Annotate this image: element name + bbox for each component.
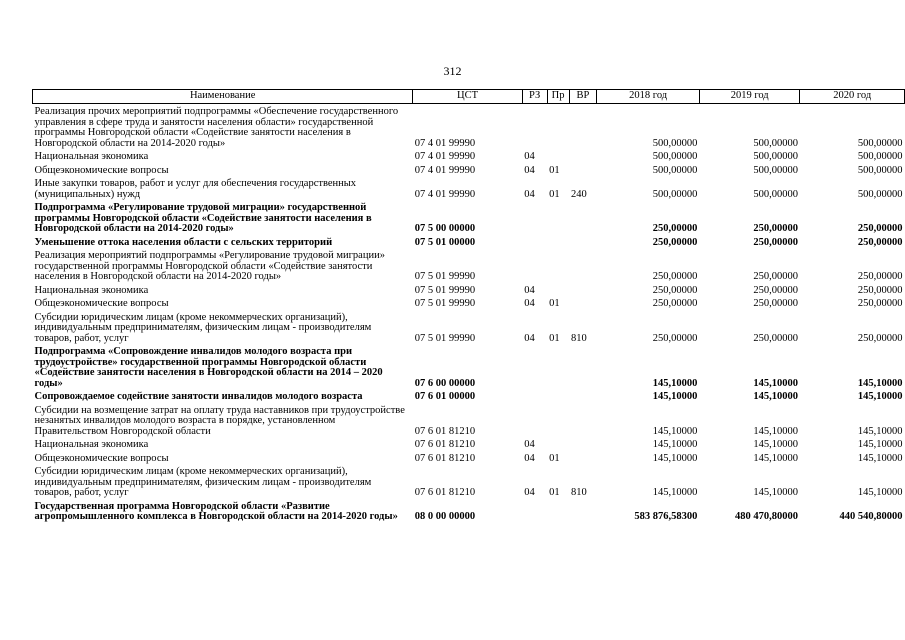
cell-y2019: 145,10000	[753, 452, 798, 464]
cell-rz: 04	[524, 164, 535, 176]
cell-name: Реализация прочих мероприятий подпрограммы «Обеспечение государственного управления в сфере труда и занятости населения области» государственной программы Новгородской области «Содействие занятости населения в Новгородской области на 2014-2020 годы»	[34, 106, 399, 149]
cell-name: Национальная экономика	[34, 439, 149, 450]
cell-y2020: 145,10000	[857, 439, 903, 450]
cell-y2018: 145,10000	[652, 377, 698, 389]
cell-y2018: 250,00000	[652, 236, 698, 248]
table-header	[33, 90, 905, 104]
cell-rz: 04	[524, 439, 535, 450]
cell-pr	[547, 235, 569, 249]
cell-pr: 01	[549, 188, 560, 200]
cell-y2018: 145,10000	[652, 439, 698, 450]
cell-y2019: 250,00000	[753, 332, 798, 344]
cell-vr	[569, 163, 597, 177]
cell-y2018: 250,00000	[652, 223, 698, 234]
cell-y2020: 500,00000	[857, 151, 903, 162]
cell-y2019: 250,00000	[753, 271, 798, 282]
cell-y2018: 145,10000	[652, 487, 698, 498]
table-row	[33, 235, 905, 249]
header-2019: 2019 год	[699, 90, 800, 104]
cell-name: Общеэкономические вопросы	[34, 164, 169, 176]
cell-y2020: 250,00000	[857, 298, 903, 309]
cell-rz: 04	[524, 332, 535, 344]
cell-vr	[569, 200, 597, 235]
cell-cst: 07 4 01 99990	[414, 151, 476, 162]
cell-y2020: 145,10000	[857, 487, 903, 498]
table-row	[33, 176, 905, 200]
table-body	[33, 104, 905, 523]
cell-y2018: 583 876,58300	[634, 511, 698, 522]
cell-cst: 07 4 01 99990	[414, 188, 476, 200]
cell-y2019: 500,00000	[753, 164, 798, 176]
cell-y2019: 145,10000	[753, 391, 798, 402]
cell-cst: 07 4 01 99990	[414, 137, 476, 149]
cell-rz	[522, 499, 547, 523]
cell-name: Подпрограмма «Сопровождение инвалидов молодого возраста при трудоустройстве» государственной программы Новгородской области «Содействие занятости населения в Новгородской области на 2014 – 2020 годы»	[34, 346, 383, 389]
cell-rz: 04	[524, 284, 535, 296]
cell-rz	[522, 389, 547, 403]
table-row	[33, 344, 905, 389]
cell-y2019: 250,00000	[753, 236, 798, 248]
cell-cst: 07 5 00 00000	[414, 223, 476, 234]
table-row	[33, 248, 905, 283]
table-row	[33, 464, 905, 499]
header-cst: ЦСТ	[413, 90, 522, 104]
table-row	[33, 296, 905, 310]
cell-vr	[569, 499, 597, 523]
cell-pr	[547, 499, 569, 523]
header-2018: 2018 год	[597, 90, 700, 104]
cell-name: Общеэкономические вопросы	[34, 452, 169, 464]
cell-rz: 04	[524, 151, 535, 162]
cell-rz	[522, 344, 547, 389]
cell-rz: 04	[524, 487, 535, 498]
table-row	[33, 104, 905, 150]
cell-vr	[569, 296, 597, 310]
cell-cst: 07 5 01 99990	[414, 332, 476, 344]
cell-y2020: 500,00000	[857, 164, 903, 176]
cell-y2018: 250,00000	[652, 298, 698, 309]
cell-pr: 01	[549, 298, 560, 309]
table-row	[33, 403, 905, 438]
cell-y2018: 500,00000	[652, 151, 698, 162]
cell-cst: 07 6 01 81210	[414, 425, 476, 437]
cell-name: Национальная экономика	[34, 151, 149, 162]
cell-rz	[522, 248, 547, 283]
table-row	[33, 451, 905, 465]
header-name: Наименование	[33, 90, 413, 104]
cell-vr	[569, 149, 597, 163]
cell-y2020: 500,00000	[857, 137, 903, 149]
cell-y2020: 250,00000	[857, 271, 903, 282]
cell-name: Субсидии юридическим лицам (кроме некоммерческих организаций), индивидуальным предпринимателям, физическим лицам - производителям товаров, работ, услуг	[34, 466, 372, 498]
table-row	[33, 163, 905, 177]
cell-y2020: 145,10000	[857, 377, 903, 389]
cell-vr	[569, 283, 597, 297]
cell-cst: 07 5 01 00000	[414, 236, 476, 248]
cell-cst: 07 5 01 99990	[414, 271, 476, 282]
cell-y2019: 250,00000	[753, 298, 798, 309]
cell-vr	[569, 104, 597, 150]
table-row	[33, 437, 905, 451]
cell-cst: 07 6 01 81210	[414, 487, 476, 498]
cell-y2019: 250,00000	[753, 284, 798, 296]
cell-y2019: 500,00000	[753, 188, 798, 200]
cell-cst: 07 5 01 99990	[414, 284, 476, 296]
cell-y2018: 145,10000	[652, 425, 698, 437]
cell-y2018: 145,10000	[652, 391, 698, 402]
cell-y2019: 145,10000	[753, 487, 798, 498]
table-row	[33, 283, 905, 297]
cell-name: Сопровождаемое содействие занятости инвалидов молодого возраста	[34, 391, 363, 402]
table-row	[33, 310, 905, 345]
cell-y2020: 250,00000	[857, 332, 903, 344]
table-row	[33, 499, 905, 523]
cell-pr: 01	[549, 164, 560, 176]
cell-y2019: 500,00000	[753, 137, 798, 149]
cell-y2019: 250,00000	[753, 223, 798, 234]
cell-y2019: 145,10000	[753, 425, 798, 437]
cell-vr	[569, 403, 597, 438]
cell-y2018: 500,00000	[652, 137, 698, 149]
cell-vr	[569, 451, 597, 465]
cell-y2020: 145,10000	[857, 452, 903, 464]
cell-y2020: 250,00000	[857, 284, 903, 296]
cell-cst: 07 6 01 81210	[414, 439, 476, 450]
cell-vr: 240	[571, 188, 587, 200]
cell-y2018: 500,00000	[652, 188, 698, 200]
cell-vr	[569, 235, 597, 249]
cell-pr	[547, 389, 569, 403]
cell-name: Субсидии юридическим лицам (кроме некоммерческих организаций), индивидуальным предпринимателям, физическим лицам - производителям товаров, работ, услуг	[34, 311, 372, 344]
cell-pr	[547, 200, 569, 235]
cell-pr: 01	[549, 452, 560, 464]
cell-name: Национальная экономика	[34, 284, 149, 296]
cell-pr	[547, 248, 569, 283]
cell-y2018: 250,00000	[652, 332, 698, 344]
table-row	[33, 149, 905, 163]
cell-vr	[569, 437, 597, 451]
budget-table	[32, 89, 905, 523]
cell-pr	[547, 403, 569, 438]
cell-y2019: 145,10000	[753, 439, 798, 450]
cell-vr	[569, 344, 597, 389]
cell-pr	[547, 437, 569, 451]
header-vr: ВР	[569, 90, 597, 104]
cell-pr: 01	[549, 332, 560, 344]
cell-rz	[522, 104, 547, 150]
cell-pr: 01	[549, 487, 560, 498]
cell-y2020: 145,10000	[857, 425, 903, 437]
cell-rz	[522, 200, 547, 235]
cell-cst: 07 5 01 99990	[414, 298, 476, 309]
cell-pr	[547, 344, 569, 389]
cell-y2019: 145,10000	[753, 377, 798, 389]
cell-rz: 04	[524, 452, 535, 464]
cell-vr	[569, 248, 597, 283]
cell-cst: 07 4 01 99990	[414, 164, 476, 176]
cell-name: Уменьшение оттока населения области с сельских территорий	[34, 236, 333, 248]
cell-rz	[522, 403, 547, 438]
cell-name: Реализация мероприятий подпрограммы «Регулирование трудовой миграции» государственной программы Новгородской области «Содействие занятости населения в Новгородской области на 2014-2020 годы»	[34, 250, 385, 282]
cell-name: Иные закупки товаров, работ и услуг для обеспечения государственных (муниципальных) нужд	[34, 178, 357, 200]
cell-vr: 810	[571, 487, 587, 498]
cell-y2020: 145,10000	[857, 391, 903, 402]
cell-y2018: 500,00000	[652, 164, 698, 176]
table-row	[33, 200, 905, 235]
cell-y2018: 145,10000	[652, 452, 698, 464]
cell-pr	[547, 104, 569, 150]
cell-rz: 04	[524, 298, 535, 309]
cell-y2020: 250,00000	[857, 236, 903, 248]
cell-vr: 810	[571, 332, 587, 344]
cell-rz: 04	[524, 188, 535, 200]
page-number: 312	[443, 64, 462, 78]
cell-cst: 07 6 00 00000	[414, 377, 476, 389]
cell-y2020: 250,00000	[857, 223, 903, 234]
cell-rz	[522, 235, 547, 249]
table-row	[33, 389, 905, 403]
cell-y2018: 250,00000	[652, 284, 698, 296]
cell-cst: 07 6 01 00000	[414, 391, 476, 402]
header-pr: Пр	[547, 90, 569, 104]
header-rz: РЗ	[522, 90, 547, 104]
cell-y2020: 440 540,80000	[839, 511, 903, 522]
cell-cst: 08 0 00 00000	[414, 511, 476, 522]
header-2020: 2020 год	[800, 90, 905, 104]
cell-name: Общеэкономические вопросы	[34, 298, 169, 309]
cell-name: Подпрограмма «Регулирование трудовой миграции» государственной программы Новгородской области «Содействие занятости населения в Новгородской области на 2014-2020 годы»	[34, 202, 372, 234]
cell-y2020: 500,00000	[857, 188, 903, 200]
cell-pr	[547, 149, 569, 163]
cell-y2019: 500,00000	[753, 151, 798, 162]
cell-vr	[569, 389, 597, 403]
cell-y2018: 250,00000	[652, 271, 698, 282]
cell-pr	[547, 283, 569, 297]
cell-name: Государственная программа Новгородской области «Развитие агропромышленного комплекса в Новгородской области на 2014-2020 годы»	[34, 500, 398, 522]
cell-name: Субсидии на возмещение затрат на оплату труда наставников при трудоустройстве незанятых инвалидов молодого возраста в порядке, установленном Правительством Новгородской области	[34, 404, 405, 437]
cell-cst: 07 6 01 81210	[414, 452, 476, 464]
cell-y2019: 480 470,80000	[734, 511, 798, 522]
